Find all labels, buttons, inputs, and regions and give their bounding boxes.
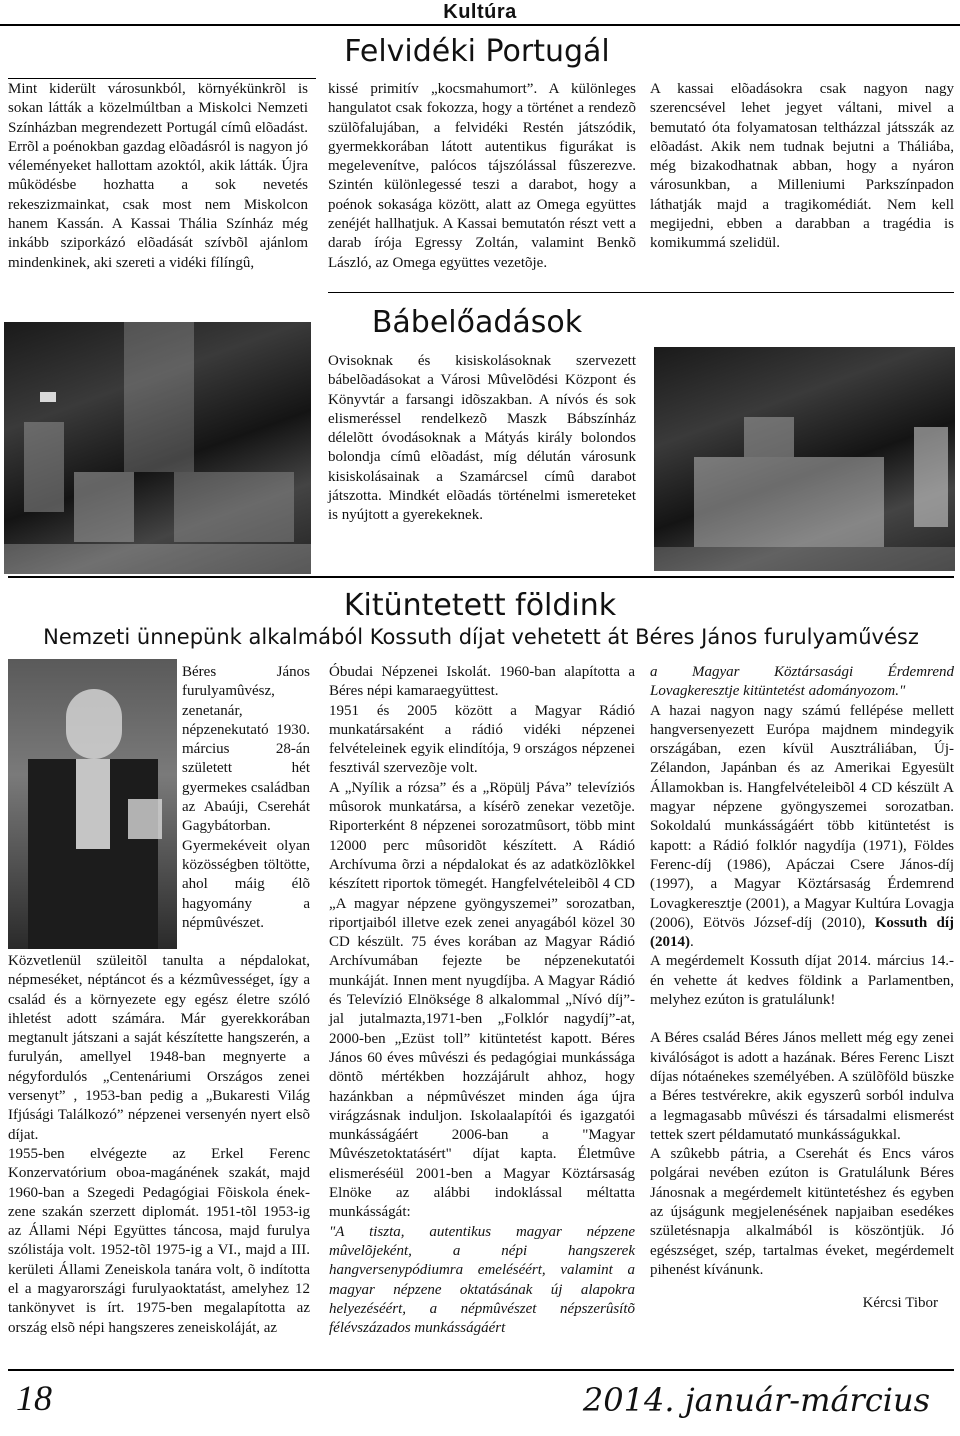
portrait-photo — [8, 659, 177, 949]
author-signature: Kércsi Tibor — [862, 1295, 938, 1312]
header-rule — [0, 24, 960, 26]
article2-text: Ovisoknak és kisiskolásoknak szervezett bábelõadásokat a Városi Mûvelõdési Központ és Könyvtár a farsangi idõszakban. A nívós és sok elismeréssel rendelkezõ Maszk Bábszínház délelõtt óvodásoknak a Mátyás király bolondos bolondja címû elõadást, míg délután városunk kisiskolásainak a Szamárcsel címû darabot játszotta. Mindkét elõadás történelmi ismereteket is nyújtott a gyerekeknek. — [328, 353, 636, 524]
article2-rule — [8, 576, 954, 578]
theatre-stage-photo — [4, 322, 311, 574]
column-rule — [8, 78, 316, 79]
article3-intro: Béres János furulyamûvész, zenetanár, népzenekutató 1930. március 28-án született hét gyermekes családban az Abaúji, Cserehát Gagybátorban. Gyermekéveit olyan közösségben töltötte, ahol máig élõ hagyomány a népmûvészet. — [182, 664, 310, 931]
article-subtitle-award: Nemzeti ünnepünk alkalmából Kossuth díjat vehetett át Béres János furulyaművész — [43, 625, 919, 649]
article3-col3-paragraph-2: A megérdemelt Kossuth díjat 2014. március 14.-én vehette át kedves földink a Parlamentben, melyhez ezúton is gratulálunk! — [650, 953, 954, 1009]
article3-col3-quote: a Magyar Köztársasági Érdemrend Lovagkeresztje kitüntetést adományozom." — [650, 664, 954, 700]
awards-text: A hazai nagyon nagy számú fellépése mellett hangversenyezett Európa majdnem mindegyik országában, ezen kívül Ausztráliában, Új-Zélandon, Japánban és az Amerikai Egyesült Államokban is. Hangfelvételeibõl 4 CD készült A magyar népzene gyöngyszemei sorozatban. Sokoldalú munkásságáért több kitüntetést is kapott: a Rádió folklór nagydíja (1971), Földes Ferenc-díj (1986), Apáczai Csere János-díj (1997), a Magyar Köztársaság Érdemrend Lovagkeresztje (2001), a Magyar Kultúra Lovagja (2006), Eötvös József-díj (2010), — [650, 702, 954, 931]
article3-column-1 — [8, 952, 310, 1338]
article1-column-2: kissé primitív „kocsmahumort”. A különleges hangulatot csak fokozza, hogy a történet a rendezõ szülõfalujában, a felvidéki Restén játszódik, gyermekkorában látott autentikus figurákat is megelevenítve, palócos tájszólással fûszerezve. Szintén különlegessé teszi a darabot, hogy a poénok sokasága között, alatt az Omega együttes zenéjét hallhatjuk. A Kassai bemutatón részt vett a darab írója Egressy Zoltán, valamint Benkõ László, az Omega együttes vezetõje. — [328, 81, 636, 271]
article3-col2-paragraph-1: Óbudai Népzenei Iskolát. 1960-ban alapította a Béres népi kamaraegyüttest. — [329, 664, 635, 700]
puppet-show-photo — [654, 347, 955, 571]
article1-column-1: Mint kiderült városunkból, környékünkrõl is sokan látták a közelmúltban a Miskolci Nemzeti Színházban megrendezett Portugál címû elõadást. Errõl a poénokban gazdag elõadásról is nagyon jó véleményeket hallottam azoktól, akik látták. Újra mûködésbe hozhatta a sok nevetés rekeszizmainkat, csak most nem Miskolcon hanem Kassán. A Kassai Thália Színház még inkább sziporkázó elõadását szívbõl ajánlom mindenkinek, aki szereti a vidéki fílíngû, — [8, 81, 308, 271]
article3-col1-paragraph-2: 1955-ben elvégezte az Erkel Ferenc Konzervatórium oboa-magánének szakát, majd 1960-ban a Szegedi Pedagógiai Fõiskola ének-zene szakán szerzett diplomát. 1951-tõl 1953-ig az Állami Népi Együttes táncosa, majd furulya szólistája volt. 1952-tõl 1975-ig a VI., majd a III. kerületi Állami Zeneiskola tanára volt, õ indította el a magyarországi furulyaoktatást, amelyhez 12 tankönyvet is írt. 1975-ben megalapította az ország elsõ népi hangszeres zeneiskoláját, az — [8, 1145, 310, 1336]
article3-col3-paragraph-1 — [650, 702, 954, 953]
awards-text-end: . — [690, 934, 694, 951]
article3-col1-paragraph-1: Közvetlenül szüleitõl tanulta a népdalokat, népmeséket, néptáncot és a kézmûvességet, így a család és a környezete egy egész életre szóló ihletést adott számára. Már gyerekkorában megtanult játszani a saját készítette hangszerén, a furulyán, amellyel 1948-ban megnyerte a négyfordulós „Centenáriumi Országos zenei versenyt” , 1953-ban pedig a „Bukaresti Világ Ifjúsági Találkozó” népzenei versenyén nyert elsõ díjat. — [8, 953, 310, 1143]
page-number: 18 — [16, 1378, 52, 1418]
article-title-award: Kitüntetett földink — [343, 588, 617, 623]
article3-col2-paragraph-3: A „Nyílik a rózsa” és a „Röpülj Páva” televíziós mûsorok munkatársa, a kísérõ zenekar vezetõje. Riporterként 8 népzenei sorozatmûsort, több mint 12000 perc mûsoridõt készített. A Rádió Archívuma õrzi a népdalokat és az adatközlõkkel készített riportok tömegét. Hangfelvételeibõl 4 CD „A magyar népzene gyöngyszemei” sorozatban, riportjaiból illetve ezek zenei anyagából közel 30 CD készült. 75 éves korában az Magyar Rádió Archívumában fejezte be népzenekutatói munkáját. Innen ment nyugdíjba. A Magyar Rádió és Televízió Elnöksége 8 alkalommal „Nívó díj”-jal jutalmazta,1971-ben „Folklór nagydíj”-at, 2000-ben „Ezüst toll” kitüntetést kapott. Béres János 60 éves mûvészi és pedagógiai munkássága döntõ mértékben hozzájárult ahhoz, hogy hazánkban a népmûvészet minden ága újra virágzásnak induljon. Iskolaalapítói és igazgatói munkásságáért 2006-ban a "Magyar Mûvészetoktatásért" díjat kapta. Életmûve elismeréséül 2001-ben a Magyar Köztársaság Elnöke az alábbi indoklással méltatta munkásságát: — [329, 779, 635, 1221]
section-label: Kultúra — [443, 1, 517, 23]
article-title-portugal: Felvidéki Portugál — [344, 34, 610, 69]
article3-col2-quote: "A tiszta, autentikus magyar népzene mûvelõjeként, a népi hangszerek hangversenypódiumra emeléséért, valamint a magyar népzene oktatásának új alapokra helyezéséért, a népmûvészet népszerûsítõ félévszázados munkásságáért — [329, 1223, 635, 1337]
issue-date: 2014. január-március — [582, 1381, 930, 1419]
article3-col2-paragraph-2: 1951 és 2005 között a Magyar Rádió munkatársaként a rádió vidéki népzenei felvételeinek egyik elindítója, 9 országos népzenei fesztivál szervezõje volt. — [329, 702, 635, 777]
kossuth-award: Kossuth díj (2014) — [650, 914, 955, 951]
article3-column-3 — [650, 663, 954, 1314]
article1-column-3: A kassai elõadásokra csak nagyon nagy szerencsével lehet jegyet váltani, mivel a bemutató óta folyamatosan teltházzal játsszák az elõadást. Akik nem tudnak bejutni a Tháliába, még bizakodhatnak abban, hogy a nyáron városunkban, a Milleniumi Parkszínpadon láthatják majd a tragikomédiát. Nem kell megijedni, ebben a darabban a tragédia is komikummá szelidül. — [650, 81, 954, 252]
article3-col3-paragraph-3: A Béres család Béres János mellett még egy zenei kiválóságot is adott a hazának. Béres Ferenc Liszt díjas nótaénekes személyében. A szülõföld büszke a Béres testvérekre, akik egyszerû sorból indulva a legmagasabb mûvészi és társadalmi elismerést tettek szert példamutató munkásságukkal. — [650, 1030, 954, 1143]
article-title-puppet: Bábelőadások — [371, 305, 583, 340]
article1-rule — [328, 292, 954, 293]
article3-column-2 — [329, 663, 635, 1338]
article3-col3-paragraph-4: A szûkebb pátria, a Cserehát és Encs város polgárai nevében ezúton is Gratulálunk Béres Jánosnak a megérdemelt kitüntetéshez és egyben az újságunk megjelenésének napjaiban esedékes születésnapja alkalmából is köszöntjük. Jó egészséget, szép, tartalmas éveket, megérdemelt pihenést kívánunk. — [650, 1146, 954, 1278]
footer-rule — [8, 1369, 954, 1371]
